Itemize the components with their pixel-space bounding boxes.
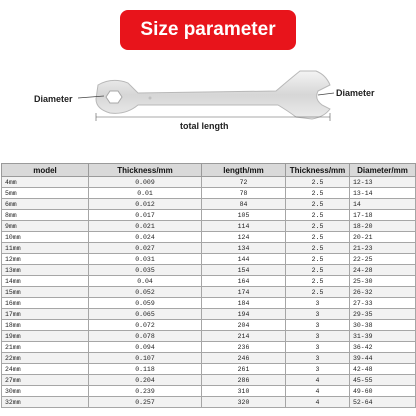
table-row [2,254,416,265]
table-cell: 0.078 [89,331,202,342]
table-cell: 2.5 [286,210,350,221]
table-cell: 15mm [2,287,89,298]
table-cell: 0.257 [89,397,202,408]
table-cell: 31-39 [350,331,416,342]
table-cell: 4 [286,397,350,408]
table-row [2,364,416,375]
table-cell: 78 [202,188,286,199]
table-cell: 39-44 [350,353,416,364]
table-cell: 2.5 [286,276,350,287]
table-cell: 49-60 [350,386,416,397]
table-cell: 194 [202,309,286,320]
spec-table [1,163,416,408]
table-cell: 6mm [2,199,89,210]
table-cell: 3 [286,353,350,364]
table-cell: 0.031 [89,254,202,265]
table-cell: 27-33 [350,298,416,309]
table-cell: 4mm [2,177,89,188]
total-length-label: total length [180,121,229,131]
table-cell: 154 [202,265,286,276]
table-row [2,342,416,353]
table-cell: 204 [202,320,286,331]
table-cell: 4 [286,386,350,397]
table-cell: 30-38 [350,320,416,331]
table-row [2,353,416,364]
title-banner [120,10,296,50]
table-cell: 10mm [2,232,89,243]
diameter-label-left: Diameter [34,94,73,104]
table-cell: 0.017 [89,210,202,221]
table-cell: 0.204 [89,375,202,386]
table-cell: 13-14 [350,188,416,199]
table-cell: 134 [202,243,286,254]
table-cell: 13mm [2,265,89,276]
wrench-body [96,71,330,119]
table-cell: 261 [202,364,286,375]
table-cell: 2.5 [286,221,350,232]
table-cell: 32mm [2,397,89,408]
table-body [2,177,416,408]
table-cell: 286 [202,375,286,386]
table-cell: 21mm [2,342,89,353]
hex-opening [106,91,122,103]
table-row [2,243,416,254]
table-cell: 3 [286,309,350,320]
table-cell: 310 [202,386,286,397]
table-cell: 184 [202,298,286,309]
table-cell: 0.094 [89,342,202,353]
table-cell: 30mm [2,386,89,397]
table-cell: 19mm [2,331,89,342]
table-cell: 164 [202,276,286,287]
table-cell: 0.012 [89,199,202,210]
table-cell: 3 [286,298,350,309]
table-cell: 12mm [2,254,89,265]
table-cell: 2.5 [286,177,350,188]
table-cell: 0.024 [89,232,202,243]
table-cell: 21-23 [350,243,416,254]
table-row [2,188,416,199]
table-cell: 17-18 [350,210,416,221]
table-row [2,309,416,320]
table-cell: 72 [202,177,286,188]
diameter-label-right: Diameter [336,88,375,98]
table-cell: 246 [202,353,286,364]
table-row [2,221,416,232]
header-length: length/mm [202,164,286,177]
table-cell: 20-21 [350,232,416,243]
table-cell: 144 [202,254,286,265]
table-cell: 9mm [2,221,89,232]
table-cell: 0.239 [89,386,202,397]
table-row [2,386,416,397]
table-cell: 18-20 [350,221,416,232]
table-cell: 14 [350,199,416,210]
table-cell: 0.118 [89,364,202,375]
table-cell: 52-64 [350,397,416,408]
table-row [2,375,416,386]
table-cell: 11mm [2,243,89,254]
table-cell: 2.5 [286,188,350,199]
table-cell: 0.052 [89,287,202,298]
table-cell: 5mm [2,188,89,199]
table-cell: 214 [202,331,286,342]
table-cell: 3 [286,331,350,342]
table-row [2,320,416,331]
table-cell: 2.5 [286,243,350,254]
table-cell: 27mm [2,375,89,386]
table-cell: 114 [202,221,286,232]
table-row [2,331,416,342]
table-cell: 2.5 [286,287,350,298]
table-cell: 8mm [2,210,89,221]
table-cell: 174 [202,287,286,298]
table-row [2,177,416,188]
table-cell: 0.072 [89,320,202,331]
table-cell: 0.04 [89,276,202,287]
table-cell: 2.5 [286,265,350,276]
table-cell: 320 [202,397,286,408]
table-cell: 124 [202,232,286,243]
table-row [2,199,416,210]
table-cell: 0.059 [89,298,202,309]
table-cell: 22mm [2,353,89,364]
header-thickness-2: Thickness/mm [286,164,350,177]
table-cell: 25-30 [350,276,416,287]
table-cell: 0.021 [89,221,202,232]
table-row [2,265,416,276]
table-cell: 0.01 [89,188,202,199]
header-diameter: Diameter/mm [350,164,416,177]
table-cell: 0.065 [89,309,202,320]
header-thickness: Thickness/mm [89,164,202,177]
wrench-diagram [0,55,416,150]
table-cell: 2.5 [286,199,350,210]
stamp-mark [149,97,152,100]
table-cell: 36-42 [350,342,416,353]
table-cell: 2.5 [286,254,350,265]
table-cell: 45-55 [350,375,416,386]
page-title: Size parameter [140,19,276,40]
table-cell: 0.035 [89,265,202,276]
table-cell: 42-48 [350,364,416,375]
table-row [2,397,416,408]
table-cell: 17mm [2,309,89,320]
table-cell: 26-32 [350,287,416,298]
table-cell: 105 [202,210,286,221]
table-cell: 3 [286,320,350,331]
table-row [2,210,416,221]
table-cell: 2.5 [286,232,350,243]
table-cell: 24mm [2,364,89,375]
table-header-row [2,164,416,177]
table-row [2,276,416,287]
table-cell: 3 [286,364,350,375]
table-cell: 14mm [2,276,89,287]
table-cell: 24-28 [350,265,416,276]
table-cell: 236 [202,342,286,353]
table-cell: 16mm [2,298,89,309]
table-cell: 12-13 [350,177,416,188]
table-row [2,232,416,243]
table-cell: 0.009 [89,177,202,188]
table-cell: 84 [202,199,286,210]
header-model: model [2,164,89,177]
table-cell: 3 [286,342,350,353]
table-row [2,287,416,298]
table-cell: 22-25 [350,254,416,265]
table-cell: 18mm [2,320,89,331]
table-row [2,298,416,309]
table-cell: 0.027 [89,243,202,254]
table-cell: 4 [286,375,350,386]
table-cell: 0.107 [89,353,202,364]
table-cell: 29-35 [350,309,416,320]
